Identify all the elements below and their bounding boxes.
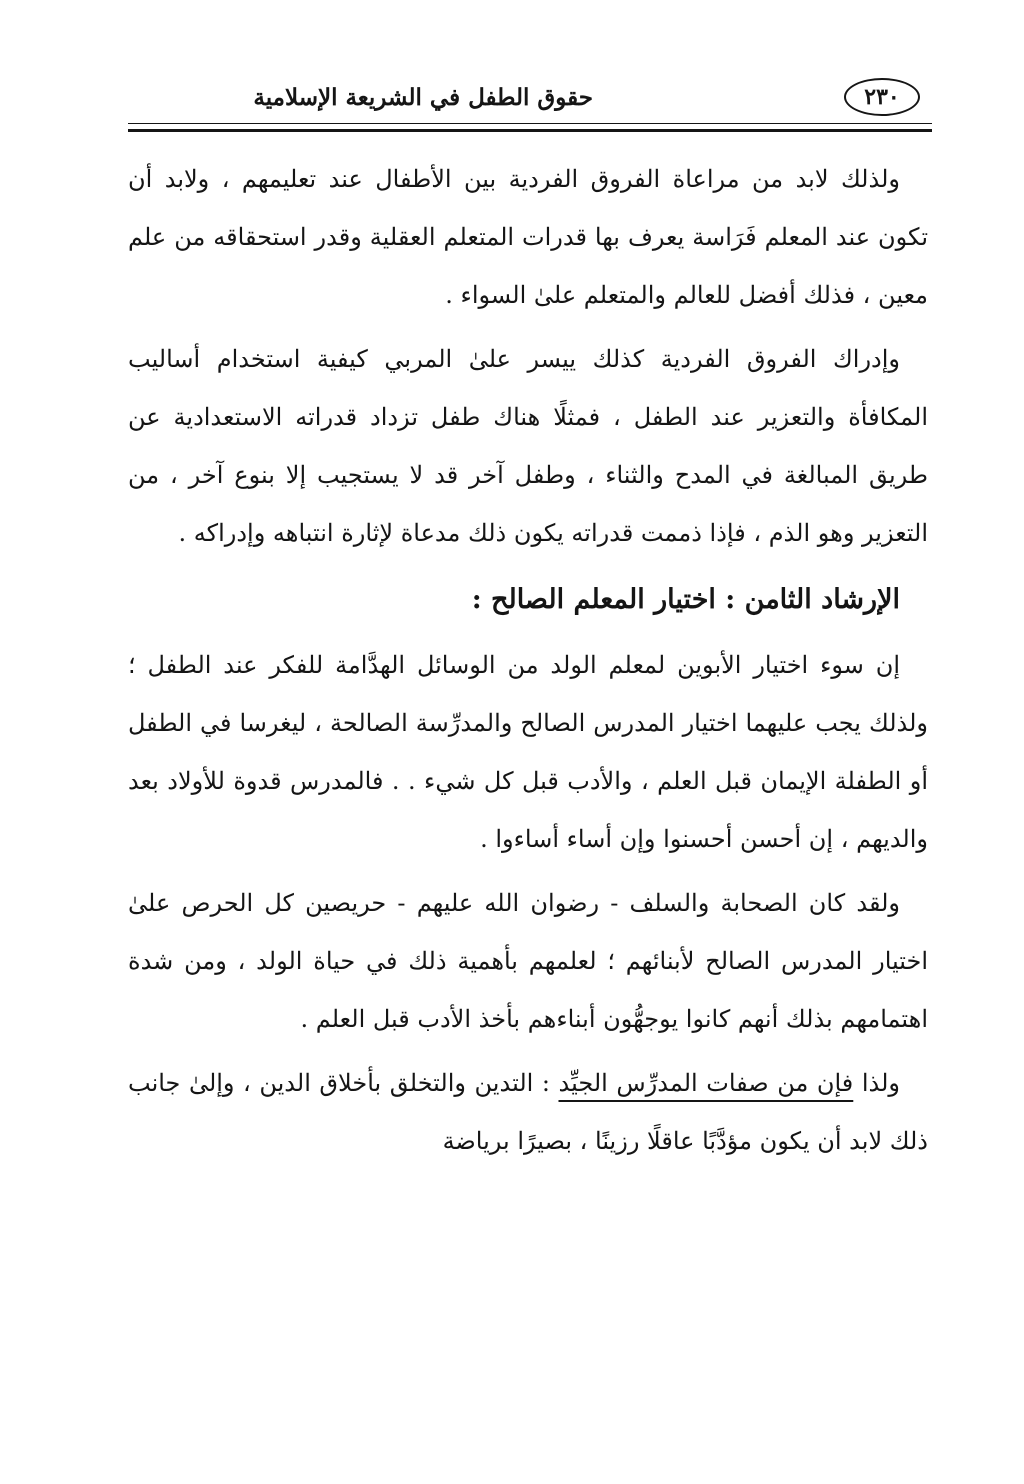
paragraph-5-prefix: ولذا (853, 1069, 900, 1097)
header-rule-thick (128, 129, 932, 132)
paragraph-5-underlined-phrase: فإن من صفات المدرِّس الجيِّد (558, 1069, 854, 1097)
header-rule-thin (128, 123, 932, 124)
paragraph-3: إن سوء اختيار الأبوين لمعلم الولد من الوسائل الهدَّامة للفكر عند الطفل ؛ ولذلك يجب عليهما اختيار المدرس الصالح والمدرِّسة الصالحة ، ليغرسا في الطفل أو الطفلة الإيمان قبل العلم ، والأدب قبل كل شيء . . فالمدرس قدوة للأولاد بعد والديهم ، إن أحسن أحسنوا وإن أساء أساءوا . (128, 651, 928, 853)
paragraph-2: وإدراك الفروق الفردية كذلك ييسر علىٰ المربي كيفية استخدام أساليب المكافأة والتعزير عند الطفل ، فمثلًا هناك طفل تزداد قدراته الاستعدادية عن طريق المبالغة في المدح والثناء ، وطفل آخر قد لا يستجيب إلا بنوع آخر ، من التعزير وهو الذم ، فإذا ذممت قدراته يكون ذلك مدعاة لإثارة انتباهه وإدراكه . (128, 345, 928, 547)
running-title: حقوق الطفل في الشريعة الإسلامية (253, 84, 593, 111)
paragraph-5-rest: : التدين والتخلق بأخلاق الدين ، وإلىٰ جانب ذلك لابد أن يكون مؤدَّبًا عاقلًا رزينًا ، بصيرًا برياضة (128, 1069, 928, 1155)
section-heading: الإرشاد الثامن : اختيار المعلم الصالح : (471, 584, 900, 615)
page-number: ٢٣٠ (864, 84, 900, 110)
page-header (128, 70, 928, 120)
paragraph-4: ولقد كان الصحابة والسلف - رضوان الله عليهم - حريصين كل الحرص علىٰ اختيار المدرس الصالح لأبنائهم ؛ لعلمهم بأهمية ذلك في حياة الولد ، ومن شدة اهتمامهم بذلك أنهم كانوا يوجهُّون أبناءهم بأخذ الأدب قبل العلم . (128, 889, 928, 1033)
page-body (128, 150, 928, 1176)
paragraph-5 (128, 1054, 928, 1170)
page-number-badge (844, 78, 920, 116)
paragraph-1: ولذلك لابد من مراعاة الفروق الفردية بين الأطفال عند تعليمهم ، ولابد أن تكون عند المعلم فَرَاسة يعرف بها قدرات المتعلم العقلية وقدر استحقاقه من علم معين ، فذلك أفضل للعالم والمتعلم علىٰ السواء . (128, 165, 928, 309)
